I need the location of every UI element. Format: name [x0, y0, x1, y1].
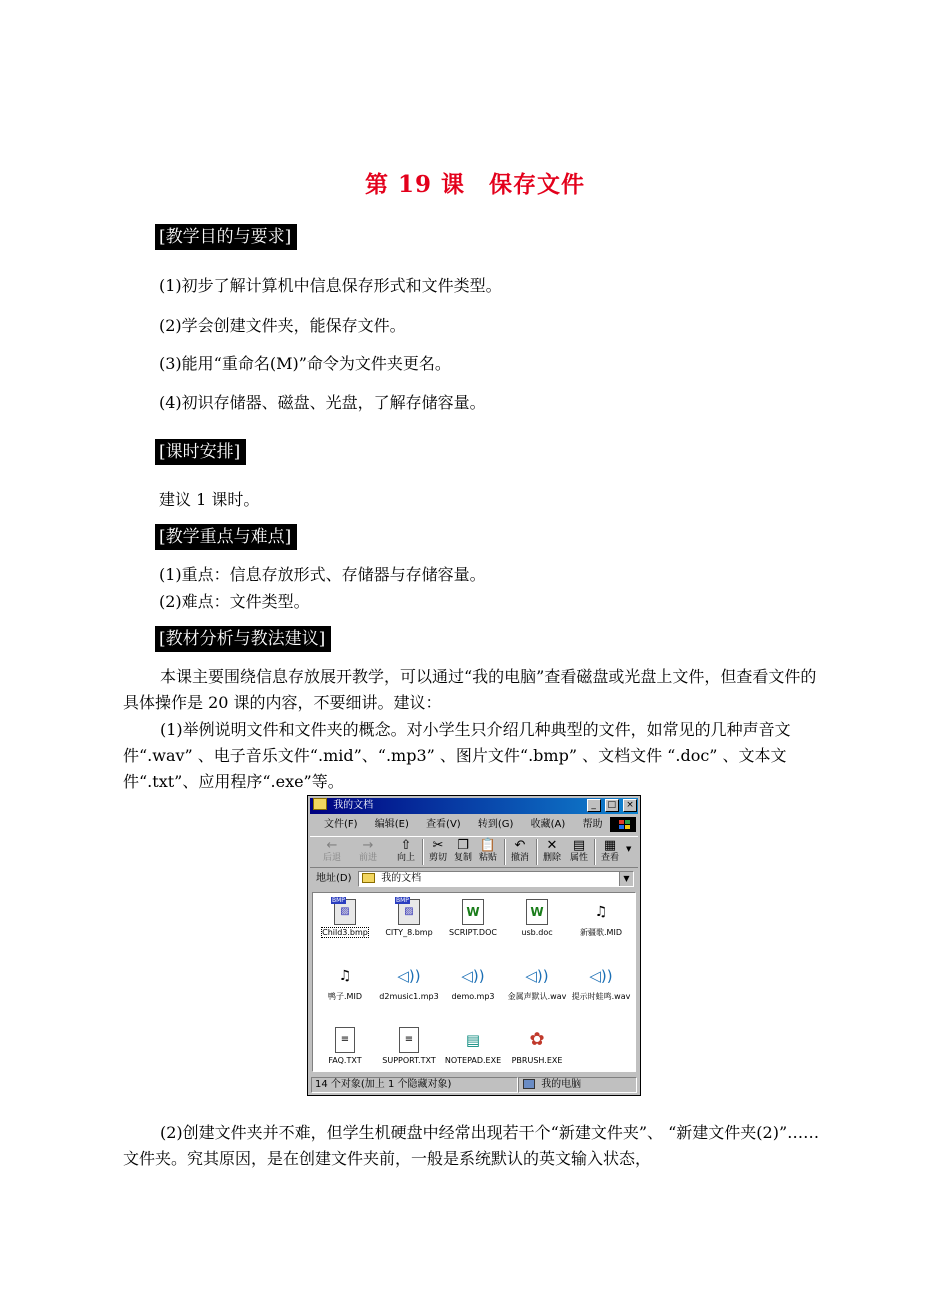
analysis-p3-text: (2)创建文件夹并不难，但学生机硬盘中经常出现若干个“新建文件夹”、 “新建文件夹(2)”……文件夹。究其原因，是在创建文件夹前，一般是系统默认的英文输入状态， [123, 1123, 820, 1168]
analysis-paragraph-3 [123, 1120, 829, 1172]
status-bar [310, 1076, 638, 1093]
keypoint-item-2: (2)难点：文件类型。 [159, 592, 310, 611]
sound-file-icon: ◁)) [525, 967, 549, 985]
up-folder-icon: ⇧ [400, 838, 412, 853]
file-list-pane [312, 892, 636, 1072]
file-item[interactable] [569, 899, 633, 938]
analysis-paragraph-2 [123, 717, 829, 795]
file-item[interactable] [377, 963, 441, 1002]
goal-item-2: (2)学会创建文件夹，能保存文件。 [159, 316, 406, 335]
bitmap-file-icon: ▨ BMP [398, 899, 420, 925]
sound-file-icon: ◁)) [397, 967, 421, 985]
file-item[interactable] [313, 1027, 377, 1066]
file-name: NOTEPAD.EXE [444, 1056, 502, 1065]
word-document-icon: W [526, 899, 548, 925]
file-item[interactable] [441, 899, 505, 938]
menu-bar [310, 816, 638, 834]
views-button[interactable]: ▦ 查看 [596, 838, 624, 864]
views-dropdown-arrow-icon[interactable]: ▼ [626, 845, 632, 853]
goal-item-3: (3)能用“重命名(M)”命令为文件夹更名。 [159, 354, 451, 373]
section-heading-analysis: [教材分析与教法建议] [155, 626, 331, 652]
delete-x-icon: ✕ [546, 838, 558, 853]
window-titlebar[interactable] [310, 798, 638, 814]
close-button[interactable]: × [623, 799, 637, 812]
paste-icon: 📋 [479, 838, 497, 853]
menu-view[interactable]: 查看(V) [426, 819, 461, 830]
folder-icon [362, 873, 375, 883]
menu-help[interactable]: 帮助 [582, 819, 603, 830]
file-item[interactable] [377, 1027, 441, 1066]
maximize-button[interactable]: □ [605, 799, 619, 812]
file-item[interactable] [441, 1027, 505, 1066]
undo-icon: ↶ [514, 838, 526, 853]
menu-go[interactable]: 转到(G) [477, 819, 514, 830]
file-name: 提示时蛙鸣.wav [571, 992, 631, 1001]
file-name: PBRUSH.EXE [511, 1056, 563, 1065]
view-grid-icon: ▦ [603, 838, 617, 853]
file-name: CITY_8.bmp [385, 928, 433, 937]
forward-arrow-icon: → [362, 838, 374, 853]
windows-logo-icon [610, 817, 636, 832]
analysis-p2-text: (1)举例说明文件和文件夹的概念。对小学生只介绍几种典型的文件，如常见的几种声音文件“.wav” 、电子音乐文件“.mid”、“.mp3” 、图片文件“.bmp” 、文档文件 “.doc” 、文本文件“.txt”、应用程序“.exe”等。 [123, 720, 791, 791]
undo-button[interactable]: ↶ 撤消 [506, 838, 534, 864]
copy-icon: ❐ [457, 838, 469, 853]
window-title: 我的文档 [333, 800, 374, 811]
forward-button[interactable]: → 前进 [354, 838, 382, 864]
section-heading-keypoints: [教学重点与难点] [155, 524, 297, 550]
file-name: SUPPORT.TXT [382, 1056, 436, 1065]
midi-file-icon: ♫ [338, 968, 352, 984]
bmp-badge: BMP [332, 897, 345, 904]
notepad-app-icon: ▤ [465, 1031, 481, 1049]
paint-palette-icon: ✿ [529, 1029, 545, 1050]
file-item[interactable] [313, 963, 377, 1002]
minimize-button[interactable]: _ [587, 799, 601, 812]
section-heading-goals: [教学目的与要求] [155, 224, 297, 250]
properties-icon: ▤ [572, 838, 586, 853]
file-item[interactable] [313, 899, 377, 938]
word-document-icon: W [462, 899, 484, 925]
file-name: 新疆歌.MID [580, 928, 622, 937]
file-name: 鸭子.MID [328, 992, 362, 1001]
file-name: demo.mp3 [451, 992, 495, 1001]
address-dropdown-arrow-icon[interactable]: ▼ [619, 872, 633, 886]
goal-item-4: (4)初识存储器、磁盘、光盘，了解存储容量。 [159, 393, 486, 412]
file-name: usb.doc [521, 928, 553, 937]
bitmap-file-icon: ▨ BMP [334, 899, 356, 925]
midi-file-icon: ♫ [594, 904, 608, 920]
lesson-title: 第 19 课 保存文件 [364, 171, 586, 198]
explorer-window [307, 795, 641, 1096]
file-name: SCRIPT.DOC [449, 928, 497, 937]
my-computer-icon [523, 1079, 535, 1089]
scissors-icon: ✂ [432, 838, 444, 853]
analysis-paragraph-1 [123, 664, 829, 716]
copy-button[interactable]: ❐ 复制 [449, 838, 477, 864]
file-item[interactable] [505, 963, 569, 1002]
analysis-p1-text: 本课主要围绕信息存放展开教学，可以通过“我的电脑”查看磁盘或光盘上文件，但查看文件的具体操作是 20 课的内容，不要细讲。建议： [123, 667, 817, 712]
address-bar [310, 869, 638, 889]
menu-file[interactable]: 文件(F) [324, 819, 358, 830]
goal-item-1: (1)初步了解计算机中信息保存形式和文件类型。 [159, 276, 502, 295]
file-name: FAQ.TXT [328, 1056, 362, 1065]
menu-favorites[interactable]: 收藏(A) [530, 819, 566, 830]
status-location: 我的电脑 [518, 1077, 637, 1093]
menu-edit[interactable]: 编辑(E) [374, 819, 409, 830]
toolbar [310, 836, 638, 868]
text-file-icon: ≡ [399, 1027, 419, 1053]
back-button[interactable]: ← 后退 [318, 838, 346, 864]
file-item[interactable] [377, 899, 441, 938]
paste-button[interactable]: 📋 粘贴 [474, 838, 502, 864]
file-name: Child3.bmp [322, 928, 368, 937]
bmp-badge: BMP [396, 897, 409, 904]
folder-icon [313, 798, 327, 810]
file-name: 金属声默认.wav [507, 992, 567, 1001]
section-heading-schedule: [课时安排] [155, 439, 246, 465]
up-button[interactable]: ⇧ 向上 [392, 838, 420, 864]
file-item[interactable] [569, 963, 633, 1002]
sound-file-icon: ◁)) [461, 967, 485, 985]
address-value: 我的文档 [381, 873, 422, 884]
file-item[interactable] [441, 963, 505, 1002]
back-arrow-icon: ← [326, 838, 338, 853]
status-object-count: 14 个对象(加上 1 个隐藏对象) [311, 1077, 518, 1093]
address-input[interactable] [358, 871, 634, 887]
file-item[interactable] [505, 1027, 569, 1066]
keypoint-item-1: (1)重点：信息存放形式、存储器与存储容量。 [159, 565, 486, 584]
address-label: 地址(D) [316, 873, 352, 884]
file-item[interactable] [505, 899, 569, 938]
properties-button[interactable]: ▤ 属性 [565, 838, 593, 864]
schedule-text: 建议 1 课时。 [159, 490, 260, 509]
sound-file-icon: ◁)) [589, 967, 613, 985]
text-file-icon: ≡ [335, 1027, 355, 1053]
file-name: d2music1.mp3 [379, 992, 439, 1001]
delete-button[interactable]: ✕ 删除 [538, 838, 566, 864]
cut-button[interactable]: ✂ 剪切 [424, 838, 452, 864]
